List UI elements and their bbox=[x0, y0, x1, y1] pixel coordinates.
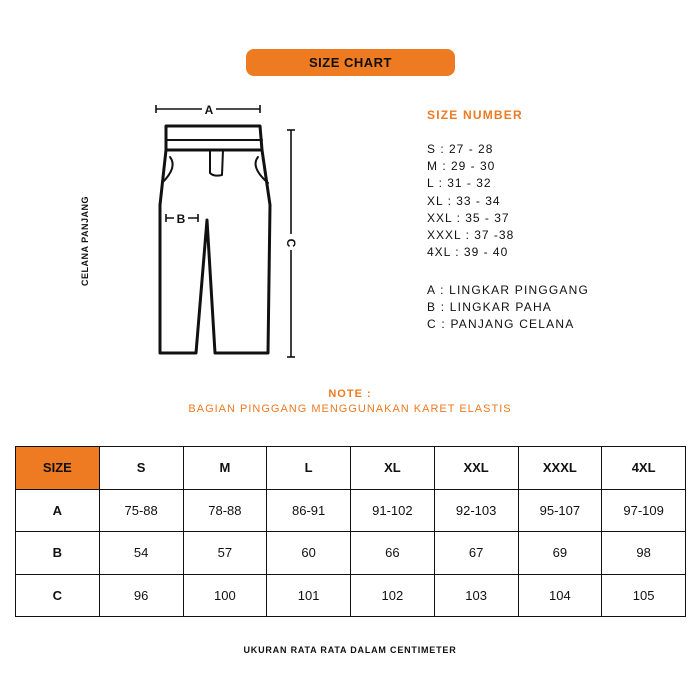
table-header-cell: M bbox=[183, 447, 267, 490]
table-row-label: B bbox=[16, 532, 100, 575]
table-cell: 60 bbox=[267, 532, 351, 575]
size-chart-title: SIZE CHART bbox=[246, 49, 455, 76]
table-header-cell: XXL bbox=[434, 447, 518, 490]
note-title: NOTE : bbox=[328, 388, 372, 400]
table-cell: 104 bbox=[518, 574, 602, 617]
size-table bbox=[15, 446, 686, 617]
marker-b: B bbox=[176, 212, 186, 226]
legend-item-a: A : LINGKAR PINGGANG bbox=[427, 283, 590, 297]
table-cell: 105 bbox=[602, 574, 686, 617]
table-header-cell: SIZE bbox=[16, 447, 100, 490]
table-cell: 95-107 bbox=[518, 489, 602, 532]
table-header-cell: XL bbox=[351, 447, 435, 490]
table-cell: 67 bbox=[434, 532, 518, 575]
table-cell: 91-102 bbox=[351, 489, 435, 532]
note-text: BAGIAN PINGGANG MENGGUNAKAN KARET ELASTIS bbox=[188, 403, 512, 415]
table-header-cell: S bbox=[99, 447, 183, 490]
size-number-item: XXL : 35 - 37 bbox=[427, 210, 510, 225]
table-cell: 69 bbox=[518, 532, 602, 575]
celana-panjang-label: CELANA PANJANG bbox=[80, 196, 90, 287]
table-cell: 54 bbox=[99, 532, 183, 575]
legend-item-b: B : LINGKAR PAHA bbox=[427, 300, 553, 314]
table-row bbox=[16, 574, 686, 617]
table-row bbox=[16, 532, 686, 575]
table-cell: 96 bbox=[99, 574, 183, 617]
size-number-item: 4XL : 39 - 40 bbox=[427, 245, 509, 260]
table-row-label: A bbox=[16, 489, 100, 532]
pants-outline bbox=[160, 150, 270, 353]
table-header-cell: L bbox=[267, 447, 351, 490]
table-cell: 78-88 bbox=[183, 489, 267, 532]
table-cell: 98 bbox=[602, 532, 686, 575]
table-cell: 102 bbox=[351, 574, 435, 617]
marker-c: C bbox=[284, 238, 298, 248]
table-cell: 57 bbox=[183, 532, 267, 575]
legend-item-c: C : PANJANG CELANA bbox=[427, 317, 575, 331]
measurement-legend bbox=[427, 282, 589, 333]
pants-diagram bbox=[110, 95, 310, 365]
table-cell: 92-103 bbox=[434, 489, 518, 532]
size-number-list bbox=[427, 141, 514, 261]
table-cell: 97-109 bbox=[602, 489, 686, 532]
table-header-cell: XXXL bbox=[518, 447, 602, 490]
size-number-item: S : 27 - 28 bbox=[427, 142, 494, 156]
pants-waistband bbox=[166, 126, 262, 150]
table-header-row bbox=[16, 447, 686, 490]
table-row-label: C bbox=[16, 574, 100, 617]
size-number-item: M : 29 - 30 bbox=[427, 159, 496, 174]
table-cell: 75-88 bbox=[99, 489, 183, 532]
table-cell: 101 bbox=[267, 574, 351, 617]
size-number-item: XXXL : 37 -38 bbox=[427, 228, 515, 243]
size-number-item: XL : 33 - 34 bbox=[427, 193, 501, 208]
table-cell: 66 bbox=[351, 532, 435, 575]
table-cell: 100 bbox=[183, 574, 267, 617]
marker-a: A bbox=[204, 103, 214, 117]
size-number-title: SIZE NUMBER bbox=[427, 108, 523, 122]
table-cell: 86-91 bbox=[267, 489, 351, 532]
table-cell: 103 bbox=[434, 574, 518, 617]
footer-note: UKURAN RATA RATA DALAM CENTIMETER bbox=[243, 645, 457, 655]
table-header-cell: 4XL bbox=[602, 447, 686, 490]
size-number-item: L : 31 - 32 bbox=[427, 176, 492, 191]
table-row bbox=[16, 489, 686, 532]
